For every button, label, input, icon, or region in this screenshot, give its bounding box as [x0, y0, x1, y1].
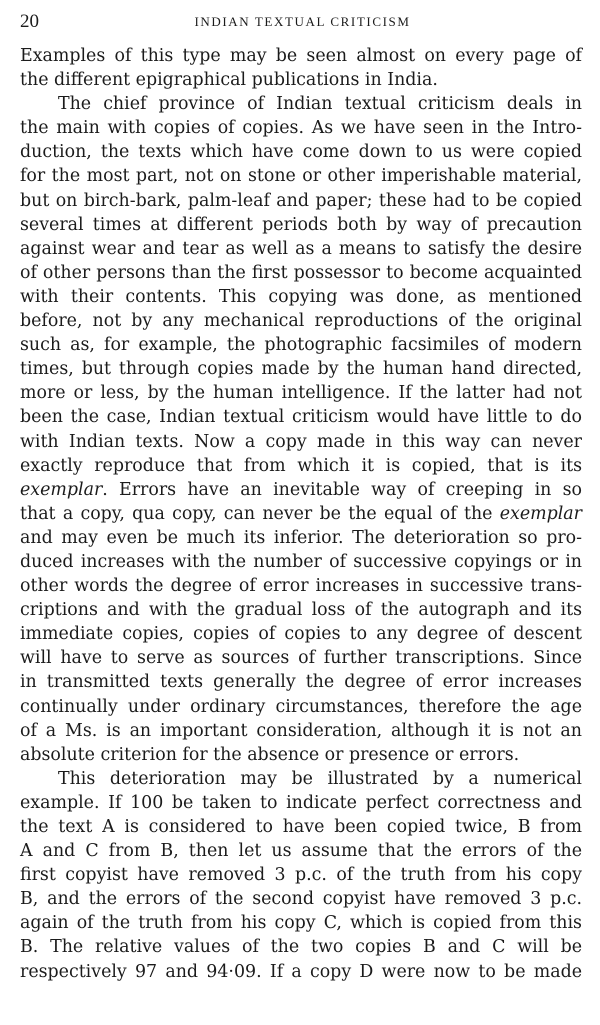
text-line-with-italic: that a copy, qua copy, can never be the equal of the exemplar: [20, 503, 582, 524]
text-line: B, and the errors of the second copyist have removed 3 p.c.: [20, 889, 582, 910]
text-line: times, but through copies made by the human hand directed,: [20, 359, 582, 380]
page-header: [20, 8, 585, 38]
text-line: criptions and with the gradual loss of the autograph and its: [20, 600, 582, 621]
text-line: duction, the texts which have come down to us were copied: [20, 142, 582, 163]
text-line: first copyist have removed 3 p.c. of the truth from his copy: [20, 865, 582, 886]
text-line: with Indian texts. Now a copy made in this way can never: [20, 431, 582, 452]
page-number: 20: [20, 11, 39, 32]
text-line: several times at different periods both by way of precaution: [20, 214, 582, 235]
body-text: [20, 44, 582, 984]
text-line: of a Ms. is an important consideration, although it is not an: [20, 720, 582, 741]
text-line: for the most part, not on stone or other imperishable material,: [20, 166, 582, 187]
text-line: against wear and tear as well as a means to satisfy the desire: [20, 238, 582, 259]
text-line: respectively 97 and 94·09. If a copy D were now to be made: [20, 961, 582, 982]
italic-term: exemplar: [20, 479, 103, 500]
text-line: other words the degree of error increases in successive trans-: [20, 576, 582, 597]
text-line: The chief province of Indian textual criticism deals in: [58, 94, 582, 115]
paragraph-2: [20, 92, 582, 767]
text-line: This deterioration may be illustrated by a numerical: [58, 768, 582, 789]
text-line: the main with copies of copies. As we have seen in the Intro-: [20, 118, 582, 139]
text-line: before, not by any mechanical reproductions of the original: [20, 311, 582, 332]
text-line: continually under ordinary circumstances, therefore the age: [20, 696, 582, 717]
italic-term: exemplar: [499, 503, 582, 524]
text-line: immediate copies, copies of copies to any degree of descent: [20, 624, 582, 645]
text-line: exactly reproduce that from which it is copied, that is its: [20, 455, 582, 476]
text-line: example. If 100 be taken to indicate perfect correctness and: [20, 792, 582, 813]
text-line: will have to serve as sources of further transcriptions. Since: [20, 648, 582, 669]
paragraph-3: [20, 767, 582, 984]
text-line: of other persons than the first possessor to become acquainted: [20, 262, 582, 283]
text-line: duced increases with the number of successive copyings or in: [20, 551, 582, 572]
text-line: and may even be much its inferior. The deterioration so pro-: [20, 527, 582, 548]
text-line: B. The relative values of the two copies B and C will be: [20, 937, 582, 958]
paragraph-1: [20, 44, 582, 92]
text-line: the different epigraphical publications in India.: [20, 70, 438, 91]
text-line: again of the truth from his copy C, which is copied from this: [20, 913, 582, 934]
text-line: A and C from B, then let us assume that the errors of the: [20, 841, 582, 862]
text-line-with-italic: exemplar. Errors have an inevitable way of creeping in so: [20, 479, 582, 500]
text-line: the text A is considered to have been copied twice, B from: [20, 817, 582, 837]
text-line: more or less, by the human intelligence. If the latter had not: [20, 383, 582, 404]
text-line: absolute criterion for the absence or presence or errors.: [20, 744, 520, 765]
text-line: Examples of this type may be seen almost on every page of: [20, 46, 582, 66]
text-line: been the case, Indian textual criticism would have little to do: [20, 407, 582, 428]
text-line: in transmitted texts generally the degree of error increases: [20, 672, 582, 693]
text-line: with their contents. This copying was done, as mentioned: [20, 286, 582, 307]
running-title: INDIAN TEXTUAL CRITICISM: [194, 14, 411, 29]
text-line: but on birch-bark, palm-leaf and paper; these had to be copied: [20, 190, 582, 211]
text-line: such as, for example, the photographic facsimiles of modern: [20, 335, 582, 356]
